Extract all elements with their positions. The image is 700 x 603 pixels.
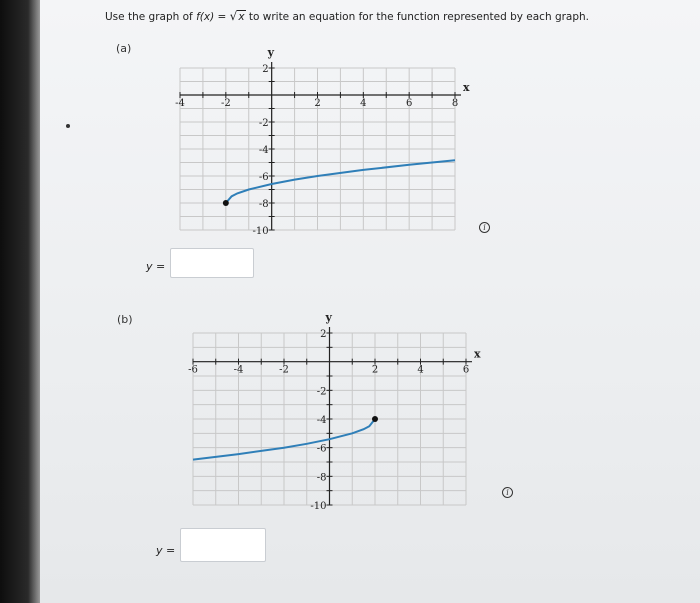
x-axis-label: x [463, 81, 470, 94]
info-icon[interactable]: i [502, 487, 513, 498]
prompt-after: to write an equation for the function represented by each graph. [245, 11, 590, 23]
x-tick-label: -2 [220, 98, 231, 109]
x-axis-label: x [474, 347, 481, 361]
part-a-answer-label: y = [146, 260, 166, 273]
part-b-label: (b) [117, 313, 133, 326]
radicand: x [238, 11, 245, 23]
y-tick-label: -4 [258, 145, 269, 156]
part-b-answer-input[interactable] [180, 528, 266, 562]
x-tick-label: -2 [279, 364, 289, 376]
part-a-label: (a) [116, 42, 132, 55]
y-tick-label: -2 [316, 386, 327, 398]
x-tick-label: 2 [314, 98, 321, 109]
prompt-before: Use the graph of [105, 11, 197, 23]
radical-sign: √ [229, 9, 238, 23]
x-tick-label: -4 [175, 98, 185, 109]
x-tick-label: 6 [462, 364, 470, 376]
y-tick-label: -8 [316, 472, 327, 484]
y-tick-label: -4 [316, 415, 327, 426]
y-tick-label: -2 [258, 118, 269, 129]
x-tick-label: 8 [451, 98, 459, 109]
x-tick-label: 6 [405, 98, 413, 109]
x-tick-label: 4 [417, 364, 424, 376]
y-tick-label: 2 [262, 64, 269, 75]
curve-endpoint [372, 416, 378, 422]
info-icon[interactable]: i [479, 222, 490, 233]
y-tick-label: -8 [258, 199, 269, 210]
x-tick-label: -6 [188, 364, 198, 376]
prompt-function: f(x) [196, 11, 215, 23]
x-tick-label: -4 [233, 364, 244, 376]
y-tick-label: -10 [310, 501, 327, 512]
y-tick-label: -6 [316, 443, 327, 455]
y-axis-label: y [267, 46, 275, 59]
y-tick-label: -10 [252, 226, 269, 237]
y-tick-label: 2 [320, 329, 327, 340]
prompt-equals: = [214, 11, 230, 23]
x-tick-label: 2 [371, 364, 379, 376]
x-tick-label: 4 [360, 98, 367, 109]
y-tick-label: -6 [258, 172, 269, 183]
y-axis-label: y [325, 311, 332, 324]
part-b-answer-label: y = [156, 544, 176, 557]
